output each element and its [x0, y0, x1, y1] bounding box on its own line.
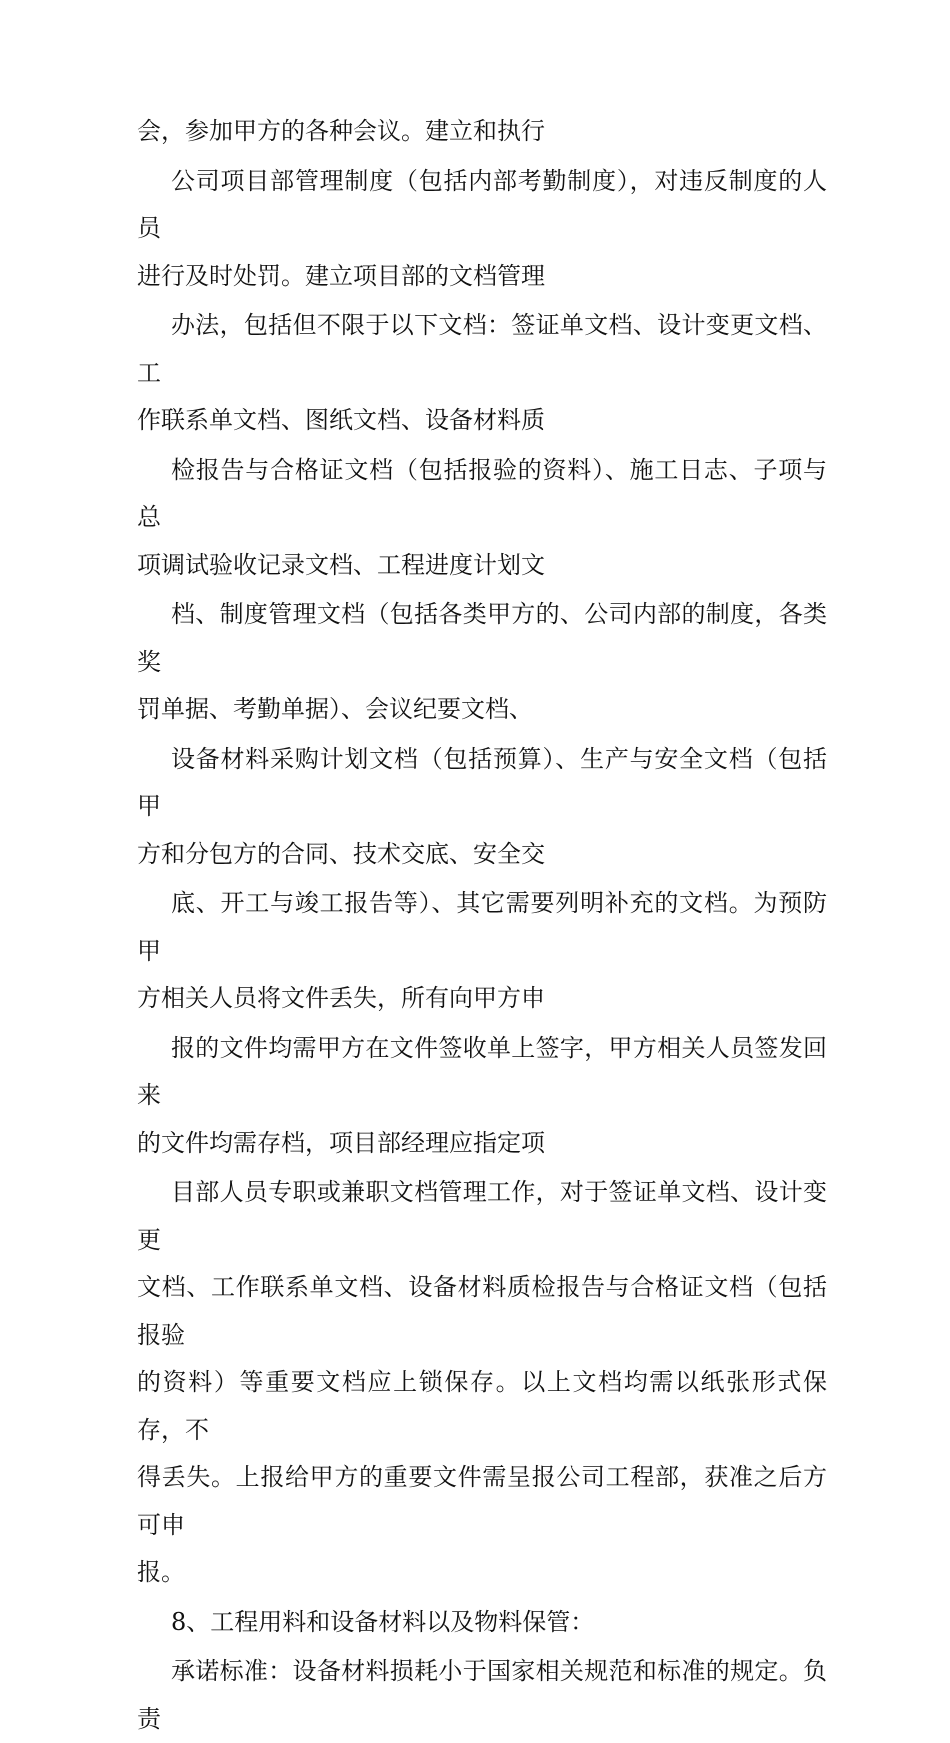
text-line: 目部人员专职或兼职文档管理工作，对于签证单文档、设计变更 [137, 1178, 827, 1254]
text-line: 进行及时处罚。建立项目部的文档管理 [137, 261, 545, 290]
text-line: 底、开工与竣工报告等）、其它需要列明补充的文档。为预防甲 [137, 889, 827, 965]
text-line: 办法，包括但不限于以下文档：签证单文档、设计变更文档、工 [137, 311, 827, 387]
text-line: 承诺标准：设备材料损耗小于国家相关规范和标准的规定。负责 [137, 1657, 827, 1733]
paragraph [137, 736, 827, 879]
text-line: 方相关人员将文件丢失，所有向甲方申 [137, 984, 545, 1012]
paragraph [137, 1025, 827, 1168]
text-line: 检报告与合格证文档（包括报验的资料）、施工日志、子项与总 [137, 455, 827, 531]
paragraph [137, 1169, 827, 1597]
document-body [137, 108, 827, 1743]
text-line: 报的文件均需甲方在文件签收单上签字，甲方相关人员签发回来 [137, 1033, 827, 1109]
text-line: 罚单据、考勤单据）、会议纪要文档、 [137, 695, 533, 723]
paragraph [137, 158, 827, 301]
text-line: 的文件均需存档，项目部经理应指定项 [137, 1128, 545, 1157]
text-line: 文档、工作联系单文档、设备材料质检报告与合格证文档（包括报验 [137, 1273, 827, 1349]
text-line: 公司项目部管理制度（包括内部考勤制度），对违反制度的人员 [137, 166, 827, 242]
text-line: 档、制度管理文档（包括各类甲方的、公司内部的制度，各类奖 [137, 600, 827, 676]
text-line: 项调试验收记录文档、工程进度计划文 [137, 550, 545, 579]
paragraph [137, 591, 827, 734]
paragraph [137, 447, 827, 590]
text-line: 得丢失。上报给甲方的重要文件需呈报公司工程部，获准之后方可申 [137, 1463, 827, 1539]
text-line: 的资料）等重要文档应上锁保存。以上文档均需以纸张形式保存，不 [137, 1368, 827, 1444]
paragraph [137, 108, 827, 156]
paragraph [137, 1648, 827, 1743]
text-line: 作联系单文档、图纸文档、设备材料质 [137, 406, 545, 434]
text-line: 会，参加甲方的各种会议。建立和执行 [137, 117, 545, 145]
text-line: 报。 [137, 1558, 185, 1586]
text-line: 方和分包方的合同、技术交底、安全交 [137, 839, 545, 868]
text-line: 8、工程用料和设备材料以及物料保管： [171, 1607, 595, 1636]
section-heading [137, 1599, 827, 1647]
text-line: 设备材料采购计划文档（包括预算）、生产与安全文档（包括甲 [137, 744, 827, 820]
paragraph [137, 302, 827, 445]
paragraph [137, 880, 827, 1023]
